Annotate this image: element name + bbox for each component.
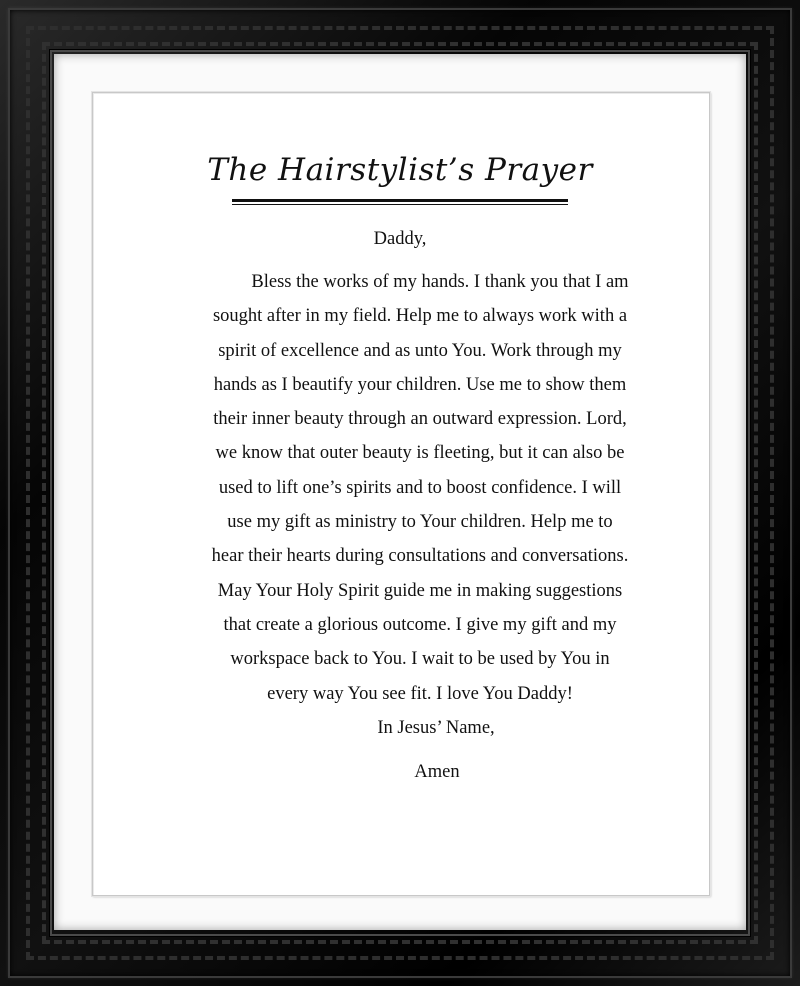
closing: In Jesus’ Name, <box>377 718 495 738</box>
prayer-line: we know that outer beauty is fleeting, but it can also be <box>215 443 625 464</box>
prayer-line: Bless the works of my hands. I thank you that I am <box>251 272 629 292</box>
prayer-line: use my gift as ministry to Your children. Help me to <box>227 512 613 533</box>
prayer-line: used to lift one’s spirits and to boost confidence. I will <box>218 477 622 498</box>
prayer-line: their inner beauty through an outward expression. Lord, <box>213 409 627 430</box>
prayer-title: The Hairstylist’s Prayer <box>207 152 593 188</box>
prayer-body <box>196 265 644 711</box>
prayer-line: sought after in my field. Help me to always work with a <box>212 306 628 327</box>
prayer-line: hear their hearts during consultations and conversations. <box>211 546 629 567</box>
prayer-line: that create a glorious outcome. I give my gift and my <box>223 614 617 635</box>
salutation: Daddy, <box>373 229 427 249</box>
title-underline-thin <box>232 204 568 205</box>
title-underline <box>232 199 568 202</box>
prayer-line: May Your Holy Spirit guide me in making suggestions <box>217 580 623 601</box>
signoff-amen: Amen <box>414 762 460 782</box>
prayer-line: hands as I beautify your children. Use me to show them <box>213 374 627 395</box>
prayer-line: every way You see fit. I love You Daddy! <box>267 683 573 704</box>
prayer-line: spirit of excellence and as unto You. Work through my <box>218 340 622 361</box>
prayer-line: workspace back to You. I wait to be used by You in <box>230 649 610 670</box>
